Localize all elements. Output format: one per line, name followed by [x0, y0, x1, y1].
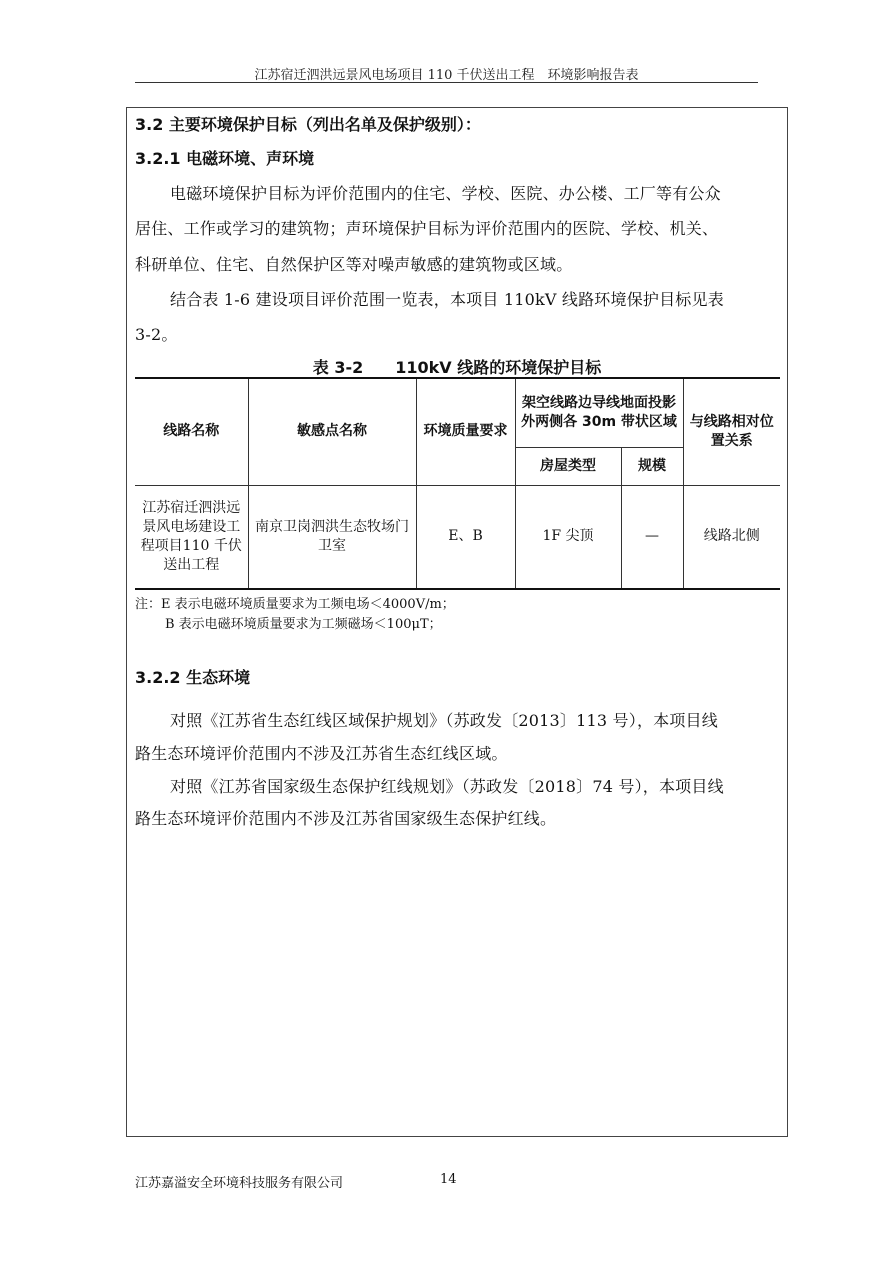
cell-quality: E、B [416, 485, 515, 589]
section-3-2-title: 3.2 主要环境保护目标（列出名单及保护级别）： [135, 115, 481, 134]
paragraph-1-line-2: 居住、工作或学习的建筑物；声环境保护目标为评价范围内的医院、学校、机关、 [135, 219, 719, 238]
cell-sensitive-point: 南京卫岗泗洪生态牧场门卫室 [248, 485, 416, 589]
page-number: 14 [440, 1172, 457, 1187]
header-relative-position: 与线路相对位置关系 [683, 378, 780, 485]
paragraph-4-line-2: 路生态环境评价范围内不涉及江苏省国家级生态保护红线。 [135, 809, 557, 828]
cell-house-type: 1F 尖顶 [515, 485, 621, 589]
paragraph-3-line-1: 对照《江苏省生态红线区域保护规划》（苏政发〔2013〕113 号），本项目线 [170, 711, 718, 730]
cell-relation: 线路北侧 [683, 485, 780, 589]
paragraph-1-line-3: 科研单位、住宅、自然保护区等对噪声敏感的建筑物或区域。 [135, 255, 573, 274]
header-line-name: 线路名称 [135, 378, 248, 485]
protection-targets-table [135, 377, 780, 590]
table-note-2: B 表示电磁环境质量要求为工频磁场＜100μT； [165, 617, 442, 632]
header-band-area: 架空线路边导线地面投影外两侧各 30m 带状区域 [515, 378, 683, 447]
header-quality-requirement: 环境质量要求 [416, 378, 515, 485]
cell-scale: — [621, 485, 683, 589]
paragraph-3-line-2: 路生态环境评价范围内不涉及江苏省生态红线区域。 [135, 744, 508, 763]
paragraph-2-line-2: 3-2。 [135, 325, 178, 344]
table-caption: 表 3-2 110kV 线路的环境保护目标 [312, 358, 602, 377]
paragraph-1-line-1: 电磁环境保护目标为评价范围内的住宅、学校、医院、办公楼、工厂等有公众 [170, 184, 721, 203]
cell-line-name: 江苏宿迁泗洪远景风电场建设工程项目110 千伏送出工程 [135, 485, 248, 589]
footer-company: 江苏嘉溢安全环境科技服务有限公司 [135, 1176, 344, 1191]
table-row [135, 485, 780, 589]
section-3-2-2-title: 3.2.2 生态环境 [135, 668, 251, 687]
header-scale: 规模 [621, 447, 683, 485]
header-sensitive-point: 敏感点名称 [248, 378, 416, 485]
section-3-2-1-title: 3.2.1 电磁环境、声环境 [135, 149, 315, 168]
paragraph-4-line-1: 对照《江苏省国家级生态保护红线规划》（苏政发〔2018〕74 号），本项目线 [170, 777, 724, 796]
header-rule [135, 82, 758, 83]
paragraph-2-line-1: 结合表 1-6 建设项目评价范围一览表，本项目 110kV 线路环境保护目标见表 [170, 290, 724, 309]
header-house-type: 房屋类型 [515, 447, 621, 485]
table-header-row-1 [135, 378, 780, 447]
page-header: 江苏宿迁泗洪远景风电场项目 110 千伏送出工程 环境影响报告表 [254, 68, 639, 83]
table-note-1: 注：E 表示电磁环境质量要求为工频电场＜4000V/m； [135, 597, 455, 612]
